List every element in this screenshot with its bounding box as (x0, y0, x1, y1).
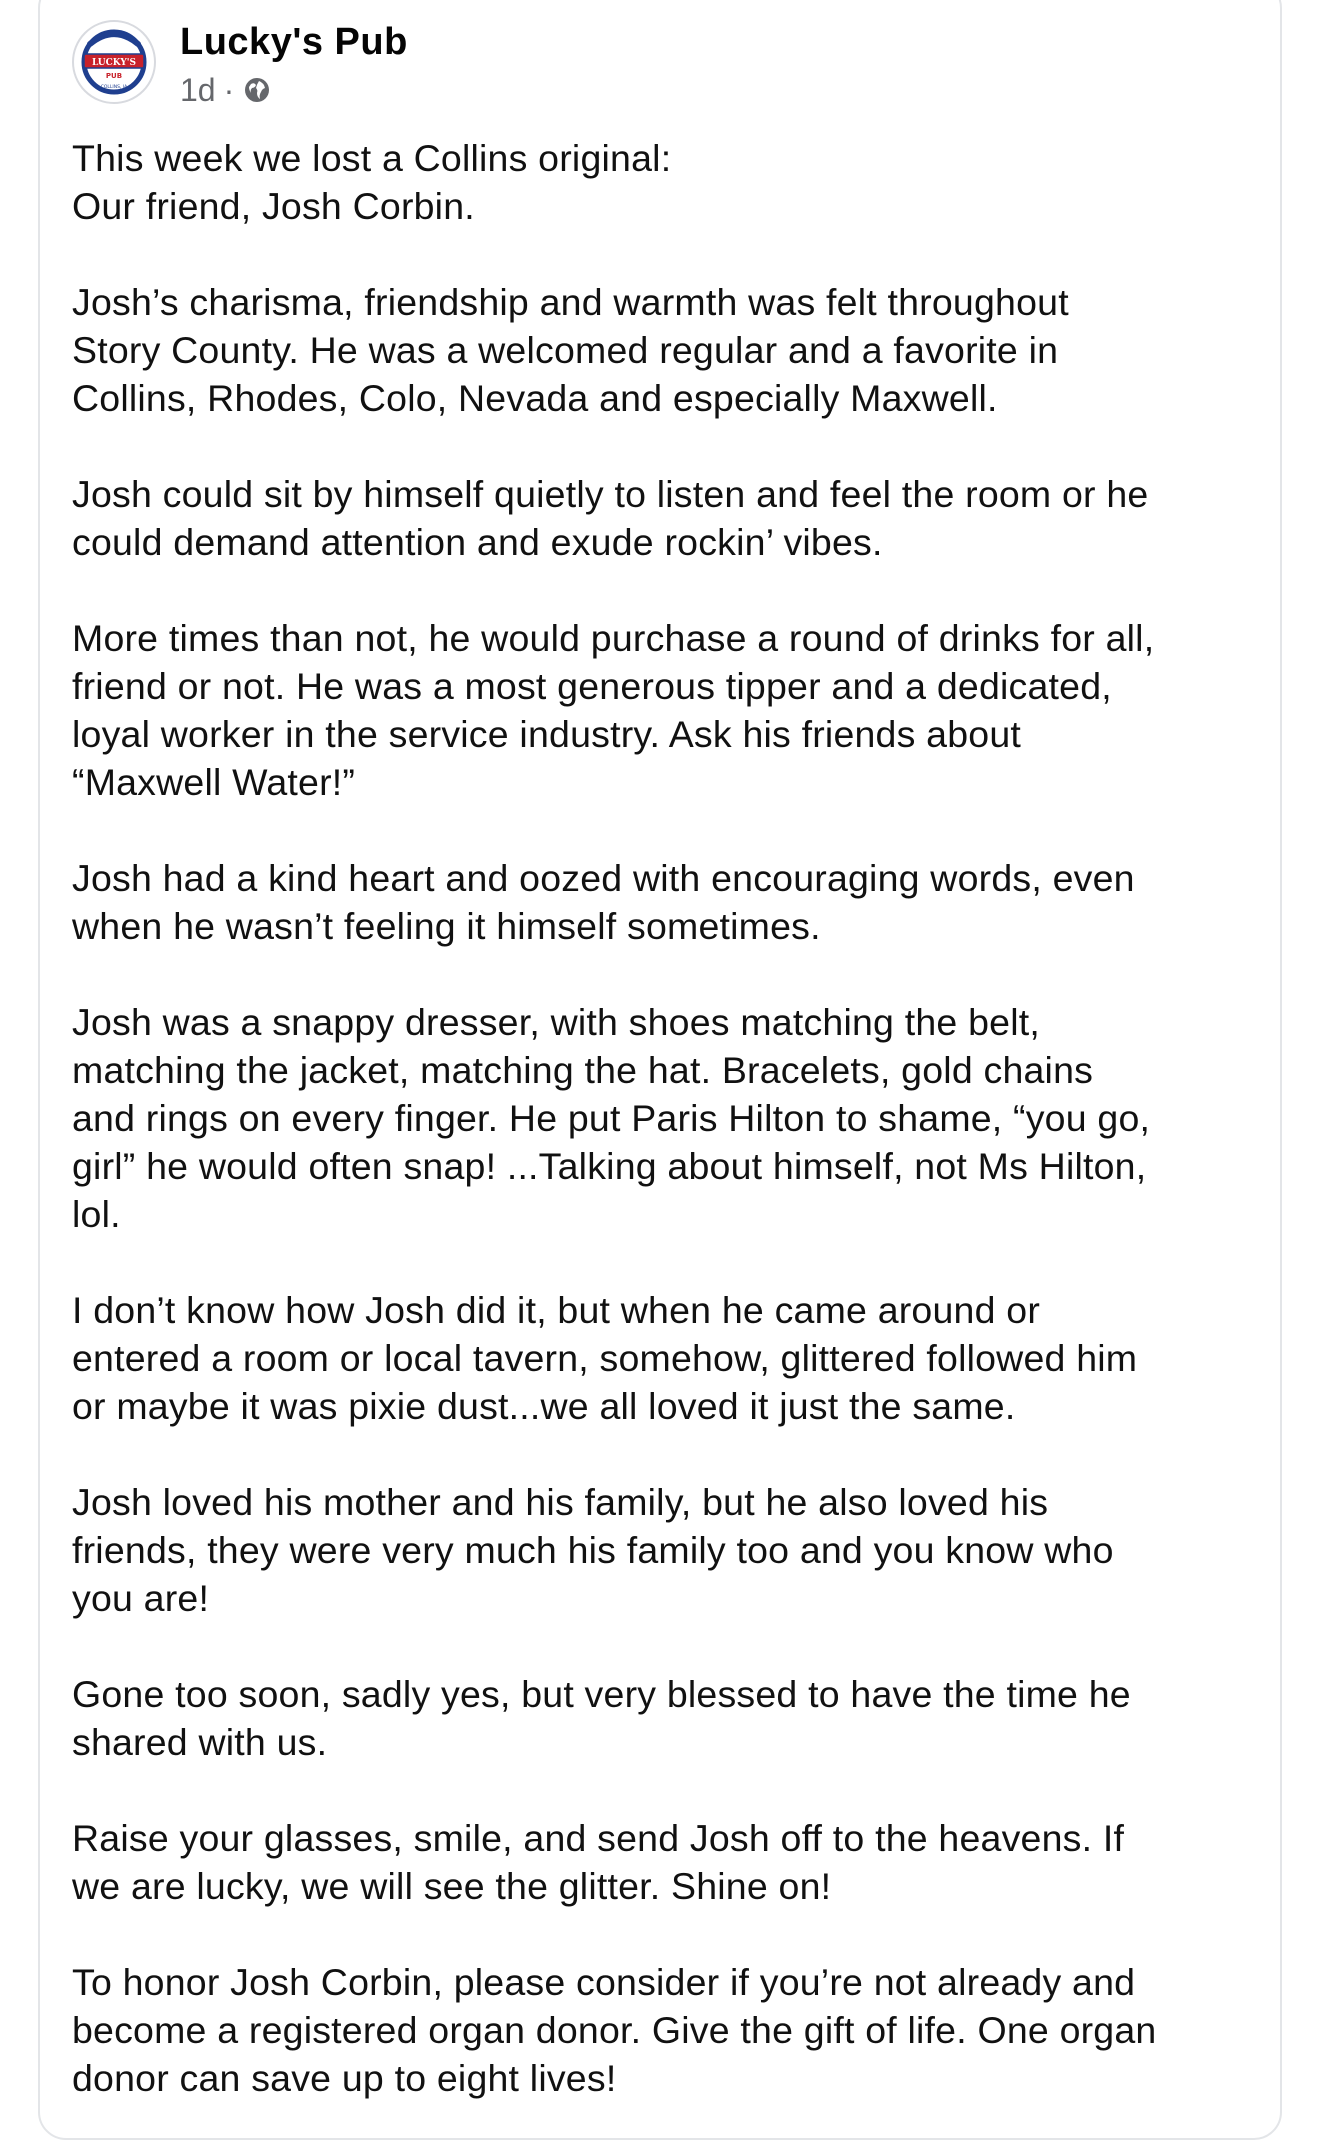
post-paragraph: This week we lost a Collins original: Our friend, Josh Corbin. (72, 137, 672, 227)
post-paragraph: Raise your glasses, smile, and send Josh off to the heavens. If we are lucky, we will see the glitter. Shine on! (72, 1817, 1125, 1907)
post-paragraph: Josh was a snappy dresser, with shoes matching the belt, matching the jacket, matching the hat. Bracelets, gold chains and rings on every finger. He put Paris Hilton to shame, “you go, girl” he would often snap! ...Talking about himself, not Ms Hilton, lol. (72, 1001, 1151, 1235)
luckys-pub-logo-icon (74, 22, 154, 102)
post-paragraph: Josh could sit by himself quietly to listen and feel the room or he could demand attention and exude rockin’ vibes. (72, 473, 1149, 563)
page-name[interactable]: Lucky's Pub (180, 21, 408, 63)
logo-text-bottom: COLLINS, IA (100, 85, 128, 90)
post-paragraph: Josh loved his mother and his family, but he also loved his friends, they were very much his family too and you know who you are! (72, 1481, 1114, 1619)
globe-icon (242, 75, 272, 105)
page-avatar[interactable] (72, 20, 156, 104)
post-timestamp[interactable]: 1d (180, 72, 216, 108)
post-header (72, 20, 408, 120)
post-body (72, 134, 1252, 2102)
separator-dot: · (223, 72, 235, 108)
post-subline (180, 72, 408, 108)
post-paragraph: To honor Josh Corbin, please consider if you’re not already and become a registered organ donor. Give the gift of life. One organ donor can save up to eight lives! (72, 1961, 1157, 2099)
post-paragraph: I don’t know how Josh did it, but when he came around or entered a room or local tavern, somehow, glittered followed him or maybe it was pixie dust...we all loved it just the same. (72, 1289, 1138, 1427)
post-paragraph: Gone too soon, sadly yes, but very blessed to have the time he shared with us. (72, 1673, 1131, 1763)
post-meta (180, 20, 408, 108)
post-paragraph: More times than not, he would purchase a round of drinks for all, friend or not. He was a most generous tipper and a dedicated, loyal worker in the service industry. Ask his friends about “Maxwell Water!” (72, 617, 1155, 803)
post-paragraph: Josh’s charisma, friendship and warmth was felt throughout Story County. He was a welcomed regular and a favorite in Collins, Rhodes, Colo, Nevada and especially Maxwell. (72, 281, 1069, 419)
logo-text-top: LUCKY'S (91, 58, 137, 68)
logo-text-mid: PUB (105, 72, 123, 80)
post-paragraph: Josh had a kind heart and oozed with encouraging words, even when he wasn’t feeling it himself sometimes. (72, 857, 1135, 947)
